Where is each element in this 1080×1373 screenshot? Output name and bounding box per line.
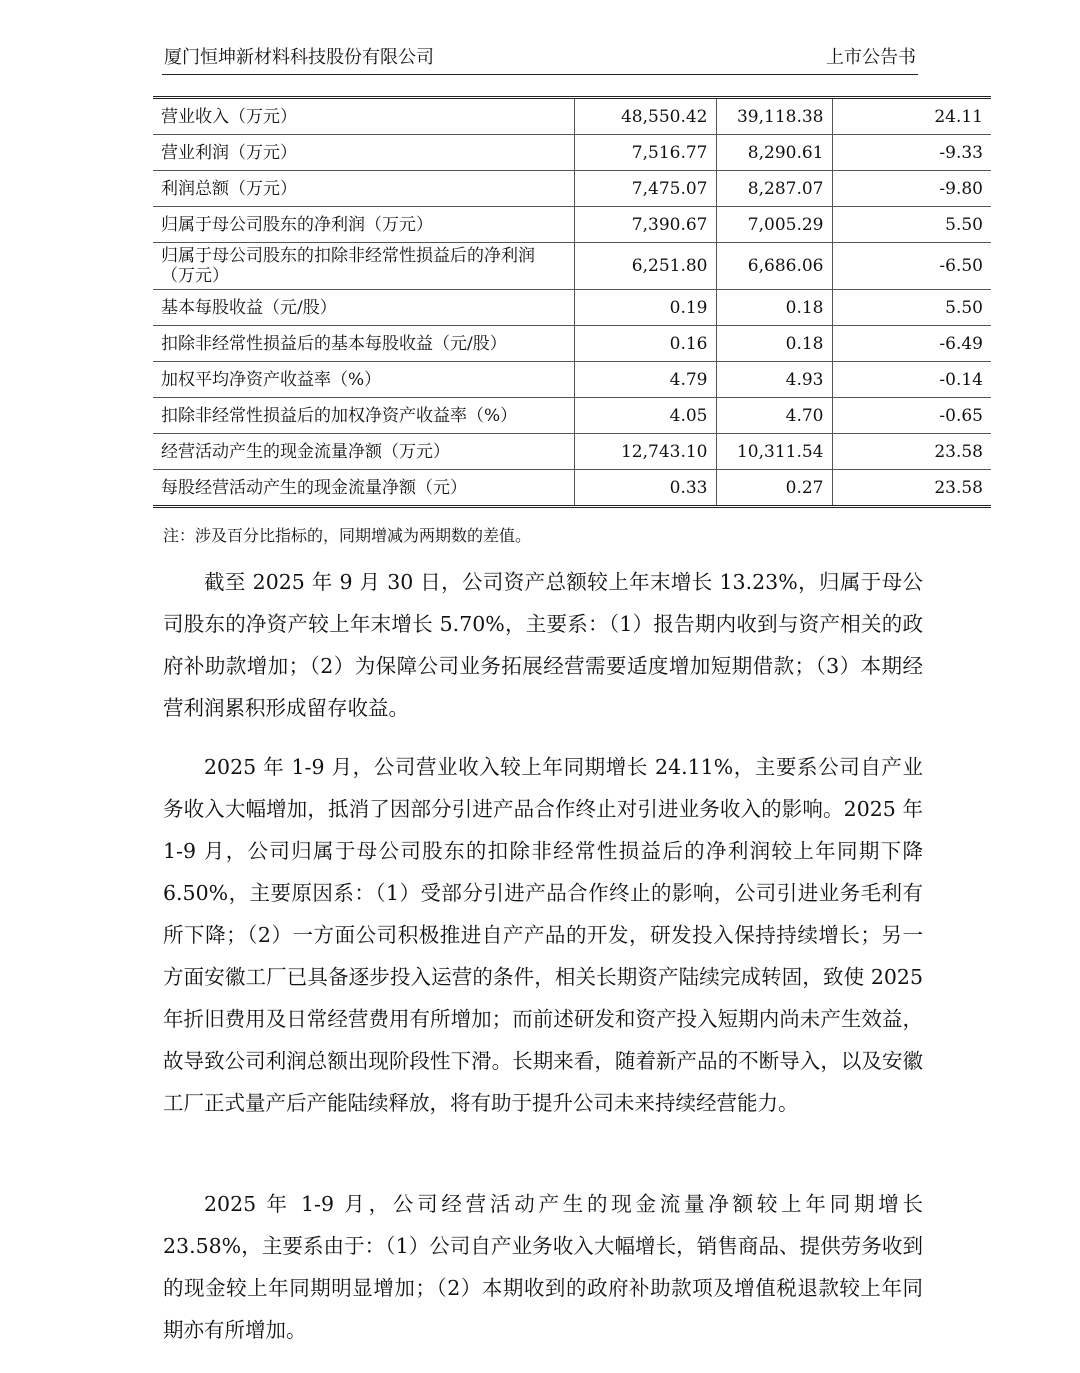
- value-prior: 0.18: [716, 290, 832, 326]
- value-current: 7,516.77: [574, 135, 716, 171]
- document-type: 上市公告书: [826, 47, 916, 68]
- paragraph-assets: 截至 2025 年 9 月 30 日，公司资产总额较上年末增长 13.23%，归属于母公司股东的净资产较上年末增长 5.70%，主要系：（1）报告期内收到与资产相关的政府补助款增加；（2）为保障公司业务拓展经营需要适度增加短期借款；（3）本期经营利润累积形成留存收益。: [163, 570, 923, 720]
- value-prior: 39,118.38: [716, 98, 832, 135]
- table-row: [153, 434, 991, 470]
- row-label: 经营活动产生的现金流量净额（万元）: [153, 434, 574, 470]
- value-change: -6.50: [832, 243, 991, 290]
- value-current: 7,390.67: [574, 207, 716, 243]
- paragraph-revenue-profit: 2025 年 1-9 月，公司营业收入较上年同期增长 24.11%，主要系公司自产业务收入大幅增加，抵消了因部分引进产品合作终止对引进业务收入的影响。2025 年 1-9 月，公司归属于母公司股东的扣除非经常性损益后的净利润较上年同期下降 6.50%，主要原因系：（1）受部分引进产品合作终止的影响，公司引进业务毛利有所下降；（2）一方面公司积极推进自产产品的开发，研发投入保持持续增长；另一方面安徽工厂已具备逐步投入运营的条件，相关长期资产陆续完成转固，致使 2025 年折旧费用及日常经营费用有所增加；而前述研发和资产投入短期内尚未产生效益，故导致公司利润总额出现阶段性下滑。长期来看，随着新产品的不断导入，以及安徽工厂正式量产后产能陆续释放，将有助于提升公司未来持续经营能力。: [163, 755, 923, 1115]
- value-prior: 4.70: [716, 398, 832, 434]
- table-row: [153, 98, 991, 135]
- value-change: 23.58: [832, 434, 991, 470]
- value-change: -6.49: [832, 326, 991, 362]
- value-change: 23.58: [832, 470, 991, 507]
- value-change: 5.50: [832, 207, 991, 243]
- row-label: 利润总额（万元）: [153, 171, 574, 207]
- row-label: 加权平均净资产收益率（%）: [153, 362, 574, 398]
- table-row: [153, 207, 991, 243]
- value-current: 12,743.10: [574, 434, 716, 470]
- value-prior: 6,686.06: [716, 243, 832, 290]
- value-change: -0.65: [832, 398, 991, 434]
- row-label: 扣除非经常性损益后的加权净资产收益率（%）: [153, 398, 574, 434]
- value-prior: 8,290.61: [716, 135, 832, 171]
- value-current: 4.79: [574, 362, 716, 398]
- table-row: [153, 290, 991, 326]
- table-row: [153, 135, 991, 171]
- value-current: 7,475.07: [574, 171, 716, 207]
- table-row: [153, 362, 991, 398]
- row-label: 营业收入（万元）: [153, 98, 574, 135]
- value-current: 0.33: [574, 470, 716, 507]
- value-prior: 0.18: [716, 326, 832, 362]
- value-change: 5.50: [832, 290, 991, 326]
- value-prior: 8,287.07: [716, 171, 832, 207]
- row-label: 每股经营活动产生的现金流量净额（元）: [161, 477, 467, 498]
- table-row: [153, 171, 991, 207]
- value-current: 0.19: [574, 290, 716, 326]
- value-current: 48,550.42: [574, 98, 716, 135]
- value-change: -0.14: [832, 362, 991, 398]
- value-change: -9.33: [832, 135, 991, 171]
- value-prior: 4.93: [716, 362, 832, 398]
- table-row: [153, 326, 991, 362]
- page-header: [162, 38, 918, 75]
- row-label: 基本每股收益（元/股）: [153, 290, 574, 326]
- row-label: 归属于母公司股东的净利润（万元）: [153, 207, 574, 243]
- value-current: 6,251.80: [574, 243, 716, 290]
- row-label: 归属于母公司股东的扣除非经常性损益后的净利润（万元）: [153, 243, 574, 290]
- row-label: 营业利润（万元）: [153, 135, 574, 171]
- row-label: 扣除非经常性损益后的基本每股收益（元/股）: [153, 326, 574, 362]
- value-prior: 10,311.54: [716, 434, 832, 470]
- value-current: 4.05: [574, 398, 716, 434]
- value-change: 24.11: [832, 98, 991, 135]
- value-prior: 0.27: [716, 470, 832, 507]
- value-current: 0.16: [574, 326, 716, 362]
- table-note: 注：涉及百分比指标的，同期增减为两期数的差值。: [163, 526, 532, 545]
- table-row: [153, 398, 991, 434]
- value-change: -9.80: [832, 171, 991, 207]
- table-row: [153, 243, 991, 290]
- company-name: 厦门恒坤新材料科技股份有限公司: [164, 47, 434, 68]
- table-row: [153, 470, 991, 507]
- financial-table: [153, 96, 991, 508]
- paragraph-cash-flow: 2025 年 1-9 月，公司经营活动产生的现金流量净额较上年同期增长 23.58%，主要系由于：（1）公司自产业务收入大幅增长，销售商品、提供劳务收到的现金较上年同期明显增加；（2）本期收到的政府补助款项及增值税退款较上年同期亦有所增加。: [163, 1192, 923, 1342]
- value-prior: 7,005.29: [716, 207, 832, 243]
